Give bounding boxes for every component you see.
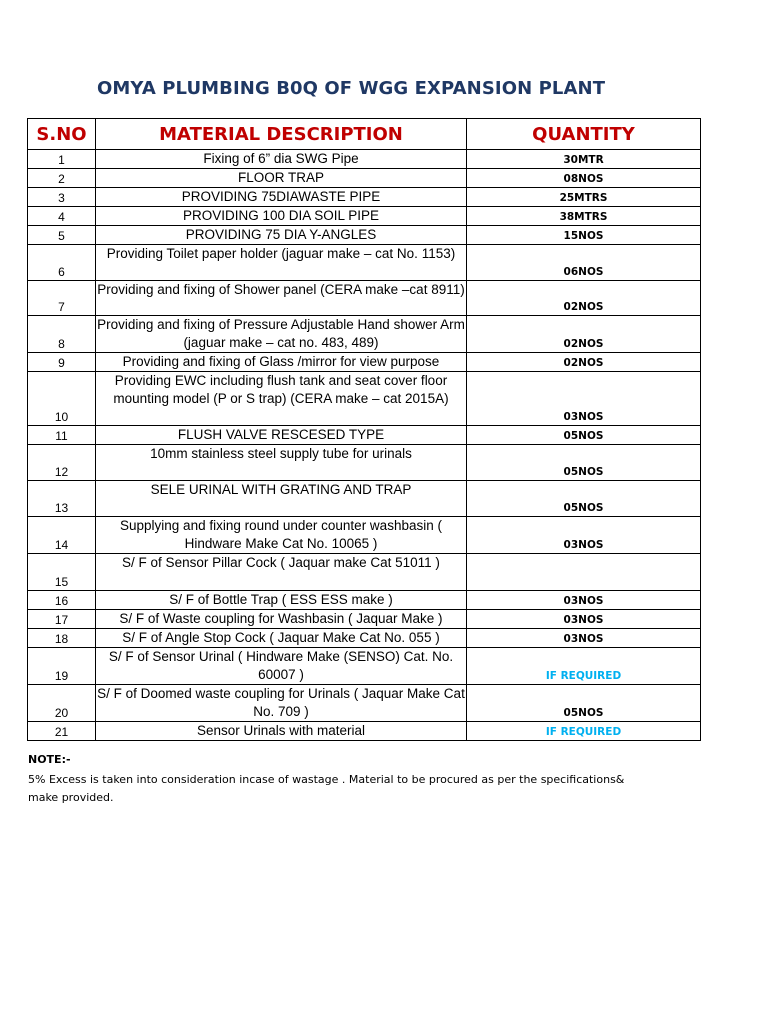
row-description: Supplying and fixing round under counter washbasin ( Hindware Make Cat No. 10065 ) (96, 517, 467, 554)
row-sno: 20 (28, 685, 96, 722)
row-description: Sensor Urinals with material (96, 722, 467, 741)
row-quantity: 03NOS (467, 517, 701, 554)
row-sno: 12 (28, 445, 96, 481)
row-quantity: 25MTRS (467, 188, 701, 207)
row-description: PROVIDING 75DIAWASTE PIPE (96, 188, 467, 207)
row-quantity: 02NOS (467, 281, 701, 316)
table-row (28, 629, 701, 648)
header-description: MATERIAL DESCRIPTION (96, 119, 467, 150)
row-quantity: 05NOS (467, 481, 701, 517)
row-quantity: 05NOS (467, 685, 701, 722)
table-row (28, 281, 701, 316)
row-sno: 6 (28, 245, 96, 281)
row-description: FLUSH VALVE RESCESED TYPE (96, 426, 467, 445)
row-sno: 21 (28, 722, 96, 741)
row-description: Providing and fixing of Pressure Adjustable Hand shower Arm (jaguar make – cat no. 483, 489) (96, 316, 467, 353)
row-description: S/ F of Bottle Trap ( ESS ESS make ) (96, 591, 467, 610)
row-quantity: 03NOS (467, 372, 701, 426)
note-text: 5% Excess is taken into consideration incase of wastage . Material to be procured as per the specifications& make provided. (28, 773, 625, 804)
row-sno: 10 (28, 372, 96, 426)
row-sno: 17 (28, 610, 96, 629)
row-sno: 15 (28, 554, 96, 591)
row-sno: 18 (28, 629, 96, 648)
row-description: Fixing of 6” dia SWG Pipe (96, 150, 467, 169)
row-sno: 8 (28, 316, 96, 353)
row-quantity: 38MTRS (467, 207, 701, 226)
row-quantity: 03NOS (467, 591, 701, 610)
row-description: S/ F of Sensor Pillar Cock ( Jaquar make Cat 51011 ) (96, 554, 467, 591)
table-row (28, 169, 701, 188)
row-quantity: 02NOS (467, 353, 701, 372)
table-row (28, 517, 701, 554)
row-description: PROVIDING 100 DIA SOIL PIPE (96, 207, 467, 226)
table-row (28, 245, 701, 281)
row-sno: 2 (28, 169, 96, 188)
table-row (28, 722, 701, 741)
row-quantity: 30MTR (467, 150, 701, 169)
row-quantity (467, 554, 701, 591)
row-description: S/ F of Angle Stop Cock ( Jaquar Make Cat No. 055 ) (96, 629, 467, 648)
table-row (28, 426, 701, 445)
table-row (28, 481, 701, 517)
row-quantity: 15NOS (467, 226, 701, 245)
table-body (28, 150, 701, 741)
row-quantity: 05NOS (467, 426, 701, 445)
row-sno: 14 (28, 517, 96, 554)
table-row (28, 188, 701, 207)
row-quantity: 06NOS (467, 245, 701, 281)
row-sno: 4 (28, 207, 96, 226)
row-description: Providing and fixing of Shower panel (CERA make –cat 8911) (96, 281, 467, 316)
row-description: SELE URINAL WITH GRATING AND TRAP (96, 481, 467, 517)
table-row (28, 685, 701, 722)
row-description: Providing EWC including flush tank and seat cover floor mounting model (P or S trap) (CERA make – cat 2015A) (96, 372, 467, 426)
table-header-row (28, 119, 701, 150)
table-row (28, 207, 701, 226)
row-quantity: 03NOS (467, 629, 701, 648)
row-sno: 19 (28, 648, 96, 685)
row-quantity: IF REQUIRED (467, 648, 701, 685)
row-description: 10mm stainless steel supply tube for urinals (96, 445, 467, 481)
row-sno: 1 (28, 150, 96, 169)
row-description: S/ F of Doomed waste coupling for Urinals ( Jaquar Make Cat No. 709 ) (96, 685, 467, 722)
document-title: OMYA PLUMBING B0Q OF WGG EXPANSION PLANT (97, 78, 606, 99)
row-quantity: 05NOS (467, 445, 701, 481)
row-sno: 13 (28, 481, 96, 517)
table-row (28, 610, 701, 629)
table-row (28, 648, 701, 685)
row-sno: 3 (28, 188, 96, 207)
header-quantity: QUANTITY (467, 119, 701, 150)
row-description: FLOOR TRAP (96, 169, 467, 188)
table-row (28, 445, 701, 481)
table-row (28, 372, 701, 426)
row-quantity: 08NOS (467, 169, 701, 188)
note-label: NOTE:- (28, 753, 71, 766)
row-sno: 11 (28, 426, 96, 445)
row-description: S/ F of Sensor Urinal ( Hindware Make (SENSO) Cat. No. 60007 ) (96, 648, 467, 685)
row-quantity: IF REQUIRED (467, 722, 701, 741)
table-row (28, 591, 701, 610)
table-row (28, 150, 701, 169)
row-description: S/ F of Waste coupling for Washbasin ( Jaquar Make ) (96, 610, 467, 629)
row-sno: 7 (28, 281, 96, 316)
row-description: PROVIDING 75 DIA Y-ANGLES (96, 226, 467, 245)
row-description: Providing and fixing of Glass /mirror for view purpose (96, 353, 467, 372)
row-description: Providing Toilet paper holder (jaguar make – cat No. 1153) (96, 245, 467, 281)
row-quantity: 03NOS (467, 610, 701, 629)
table-row (28, 554, 701, 591)
boq-table (27, 118, 701, 741)
row-quantity: 02NOS (467, 316, 701, 353)
table-row (28, 353, 701, 372)
table-row (28, 226, 701, 245)
row-sno: 5 (28, 226, 96, 245)
row-sno: 16 (28, 591, 96, 610)
header-sno: S.NO (28, 119, 96, 150)
row-sno: 9 (28, 353, 96, 372)
table-row (28, 316, 701, 353)
